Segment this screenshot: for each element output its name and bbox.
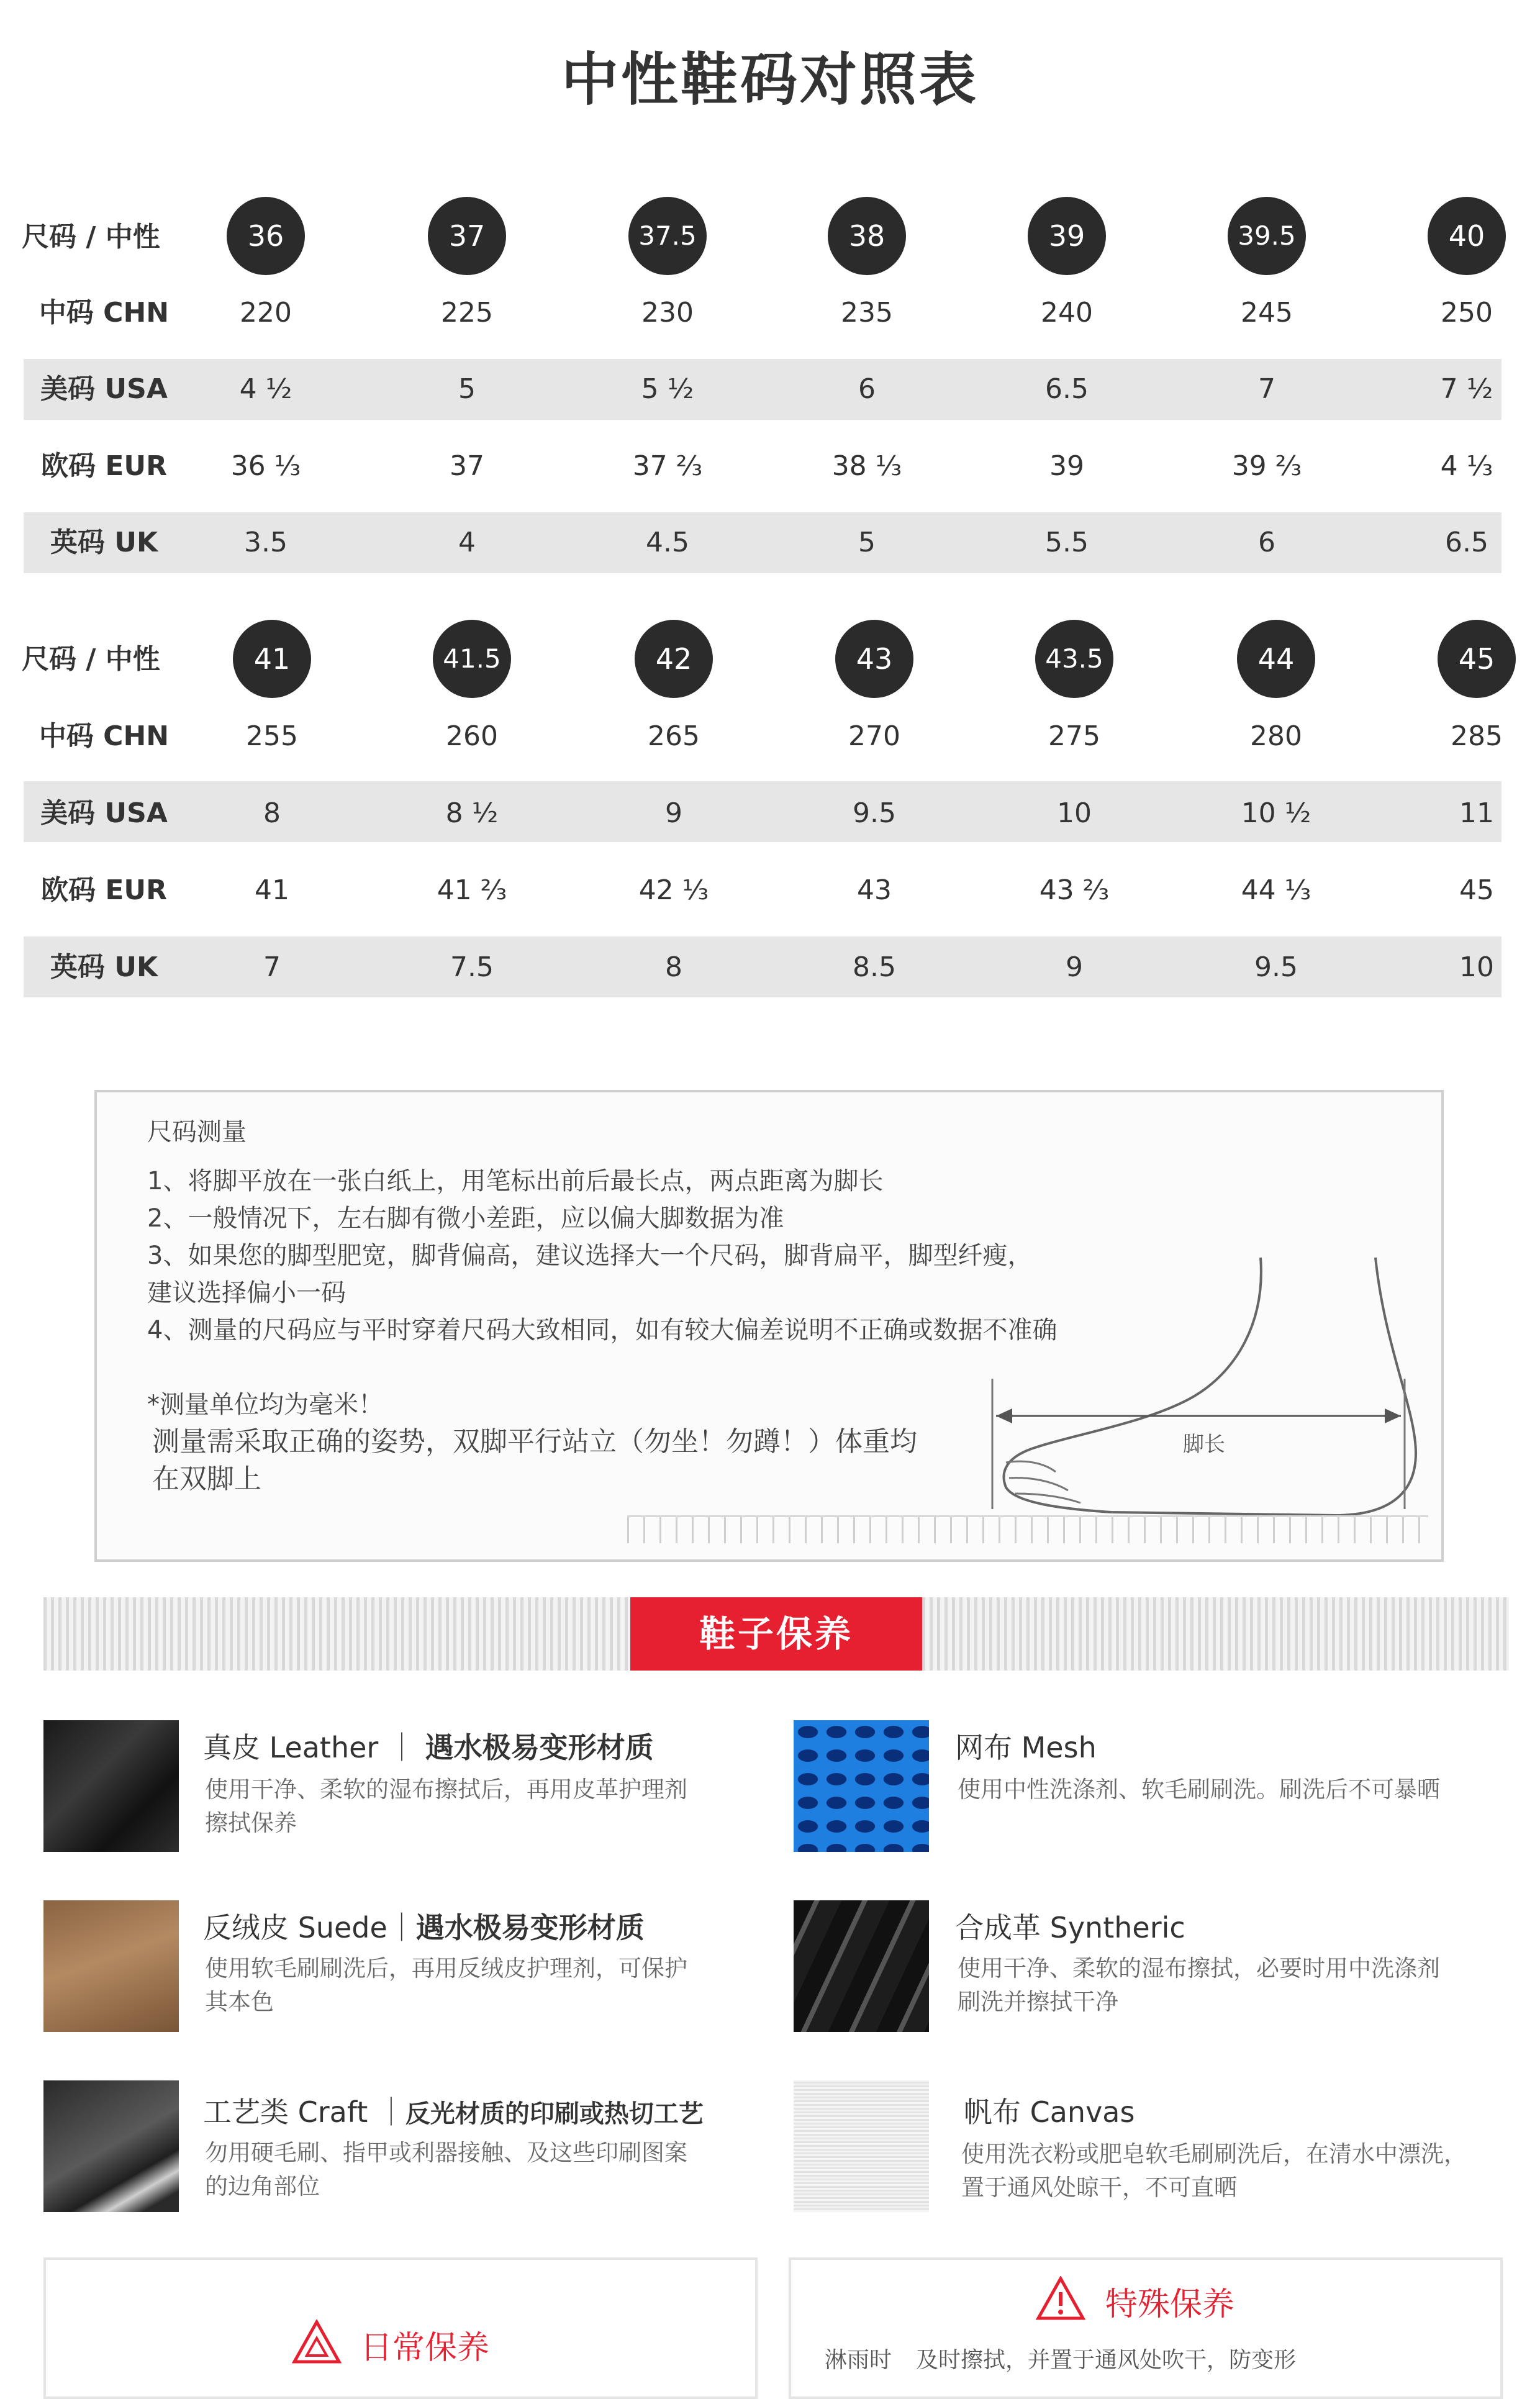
synthetic-desc: 使用干净、柔软的湿布擦拭，必要时用中洗涤剂: [958, 1955, 1440, 1982]
page-title: 中性鞋码对照表: [561, 47, 979, 113]
decor-stripe: [43, 1597, 630, 1671]
leather-title: 真皮 Leather ｜ 遇水极易变形材质: [203, 1731, 654, 1764]
size-badge: 36: [227, 197, 305, 275]
warning-icon: [1036, 2276, 1085, 2321]
cell-uk: 5: [858, 527, 876, 558]
cell-chn: 225: [441, 297, 493, 329]
cell-chn: 270: [848, 720, 900, 752]
cell-chn: 275: [1048, 720, 1100, 752]
leather-swatch: [43, 1720, 179, 1852]
size-badge: 43: [835, 620, 913, 698]
cell-uk: 10: [1459, 951, 1494, 983]
cell-uk: 5.5: [1045, 527, 1089, 558]
cell-uk: 3.5: [244, 527, 288, 558]
mesh-title: 网布 Mesh: [955, 1731, 1097, 1764]
canvas-swatch: [794, 2080, 929, 2212]
size-badge: 40: [1428, 197, 1506, 275]
size-badge: 39: [1028, 197, 1106, 275]
cell-usa: 4 ½: [239, 373, 292, 405]
cell-chn: 280: [1250, 720, 1302, 752]
mesh-desc: 使用中性洗涤剂、软毛刷刷洗。刷洗后不可暴晒: [958, 1776, 1440, 1803]
cell-uk: 6.5: [1445, 527, 1488, 558]
measure-note: 测量需采取正确的姿势，双脚平行站立（勿坐！勿蹲！）体重均: [152, 1426, 917, 1458]
cell-usa: 8 ½: [445, 797, 499, 829]
cell-eur: 41: [255, 874, 289, 906]
cell-uk: 4.5: [646, 527, 689, 558]
canvas-desc: 置于通风处晾干，不可直晒: [961, 2174, 1237, 2201]
synthetic-title: 合成革 Syntheric: [955, 1911, 1185, 1944]
size-badge: 45: [1438, 620, 1516, 698]
cell-usa: 10: [1057, 797, 1092, 829]
row-label-size: 尺码 / 中性: [22, 643, 160, 675]
cell-chn: 265: [648, 720, 700, 752]
cell-uk: 7: [263, 951, 281, 983]
size-badge: 38: [828, 197, 906, 275]
measure-heading: 尺码测量: [147, 1118, 247, 1146]
measure-step: 1、将脚平放在一张白纸上，用笔标出前后最长点，两点距离为脚长: [147, 1167, 884, 1195]
cell-chn: 240: [1041, 297, 1093, 329]
cell-chn: 230: [641, 297, 694, 329]
cell-usa: 9: [665, 797, 682, 829]
cell-uk: 9: [1066, 951, 1083, 983]
arrow-right-icon: [1385, 1408, 1401, 1423]
cell-eur: 37 ⅔: [632, 450, 703, 482]
measure-step: 建议选择偏小一码: [147, 1279, 346, 1307]
row-label-size: 尺码 / 中性: [22, 221, 160, 253]
synthetic-swatch: [794, 1900, 929, 2032]
row-label-eur: 欧码 EUR: [41, 874, 167, 906]
ruler: [627, 1515, 1428, 1543]
measure-step: 3、如果您的脚型肥宽，脚背偏高，建议选择大一个尺码，脚背扁平，脚型纤瘦，: [147, 1241, 1033, 1270]
cell-chn: 285: [1451, 720, 1503, 752]
cell-eur: 44 ⅓: [1241, 874, 1311, 906]
size-badge: 44: [1237, 620, 1315, 698]
measure-note: *测量单位均为毫米！: [147, 1390, 383, 1419]
cell-uk: 4: [458, 527, 476, 558]
craft-desc: 的边角部位: [205, 2173, 320, 2200]
row-label-usa: 美码 USA: [40, 373, 168, 405]
decor-stripe: [922, 1597, 1509, 1671]
cell-eur: 39 ⅔: [1231, 450, 1302, 482]
suede-desc: 其本色: [205, 1989, 274, 2015]
mesh-swatch: [794, 1720, 929, 1852]
foot-length-label: 脚长: [1183, 1432, 1225, 1457]
cell-uk: 8: [665, 951, 682, 983]
warning-icon: [292, 2320, 342, 2364]
row-label-eur: 欧码 EUR: [41, 450, 167, 482]
size-badge: 41: [233, 620, 311, 698]
rain-label: 淋雨时: [825, 2347, 892, 2373]
cell-usa: 10 ½: [1241, 797, 1311, 829]
cell-usa: 11: [1459, 797, 1494, 829]
cell-usa: 6.5: [1045, 373, 1089, 405]
size-badge: 41.5: [433, 620, 511, 698]
special-care-title: 特殊保养: [1105, 2286, 1235, 2323]
row-label-chn: 中码 CHN: [38, 297, 170, 329]
cell-eur: 38 ⅓: [831, 450, 902, 482]
cell-chn: 245: [1241, 297, 1293, 329]
cell-eur: 36 ⅓: [230, 450, 301, 482]
synthetic-desc: 刷洗并擦拭干净: [958, 1989, 1118, 2015]
cell-usa: 5 ½: [641, 373, 694, 405]
cell-chn: 220: [240, 297, 292, 329]
foot-diagram: [987, 1248, 1434, 1521]
size-badge: 37.5: [628, 197, 707, 275]
cell-uk: 6: [1258, 527, 1275, 558]
cell-eur: 41 ⅔: [437, 874, 507, 906]
craft-swatch: [43, 2080, 179, 2212]
cell-eur: 39: [1049, 450, 1084, 482]
cell-usa: 5: [458, 373, 476, 405]
canvas-title: 帆布 Canvas: [964, 2095, 1135, 2129]
cell-uk: 8.5: [853, 951, 896, 983]
cell-eur: 43: [857, 874, 892, 906]
row-label-usa: 美码 USA: [40, 797, 168, 829]
cell-eur: 4 ⅓: [1440, 450, 1493, 482]
foot-outline: [1004, 1258, 1416, 1515]
cell-chn: 235: [841, 297, 893, 329]
leather-desc: 擦拭保养: [205, 1810, 297, 1836]
cell-chn: 255: [246, 720, 298, 752]
measure-note: 在双脚上: [152, 1463, 261, 1495]
measure-step: 4、测量的尺码应与平时穿着尺码大致相同，如有较大偏差说明不正确或数据不准确: [147, 1316, 1058, 1345]
cell-usa: 9.5: [853, 797, 896, 829]
suede-desc: 使用软毛刷刷洗后，再用反绒皮护理剂，可保护: [205, 1955, 687, 1982]
cell-eur: 42 ⅓: [638, 874, 709, 906]
arrow-left-icon: [996, 1408, 1012, 1423]
craft-desc: 勿用硬毛刷、指甲或利器接触、及这些印刷图案: [205, 2139, 687, 2166]
cell-chn: 260: [446, 720, 498, 752]
row-label-uk: 英码 UK: [50, 951, 158, 983]
measure-step: 2、一般情况下，左右脚有微小差距，应以偏大脚数据为准: [147, 1204, 784, 1233]
size-badge: 39.5: [1228, 197, 1306, 275]
rain-text: 及时擦拭，并置于通风处吹干，防变形: [916, 2347, 1297, 2373]
size-badge: 43.5: [1035, 620, 1113, 698]
size-badge: 42: [635, 620, 713, 698]
row-label-chn: 中码 CHN: [38, 720, 170, 752]
suede-swatch: [43, 1900, 179, 2032]
craft-title: 工艺类 Craft ｜反光材质的印刷或热切工艺: [203, 2095, 704, 2129]
canvas-desc: 使用洗衣粉或肥皂软毛刷刷洗后，在清水中漂洗，: [961, 2141, 1467, 2167]
row-label-uk: 英码 UK: [50, 527, 158, 558]
cell-eur: 43 ⅔: [1039, 874, 1110, 906]
cell-usa: 8: [263, 797, 281, 829]
daily-care-title: 日常保养: [360, 2329, 490, 2367]
cell-usa: 7: [1258, 373, 1275, 405]
cell-chn: 250: [1441, 297, 1493, 329]
care-banner: 鞋子保养: [630, 1597, 922, 1671]
cell-eur: 37: [450, 450, 484, 482]
leather-desc: 使用干净、柔软的湿布擦拭后，再用皮革护理剂: [205, 1776, 687, 1803]
cell-uk: 7.5: [450, 951, 494, 983]
size-badge: 37: [428, 197, 506, 275]
cell-usa: 7 ½: [1440, 373, 1493, 405]
cell-uk: 9.5: [1254, 951, 1298, 983]
cell-usa: 6: [858, 373, 876, 405]
suede-title: 反绒皮 Suede｜遇水极易变形材质: [203, 1911, 645, 1944]
cell-eur: 45: [1459, 874, 1494, 906]
